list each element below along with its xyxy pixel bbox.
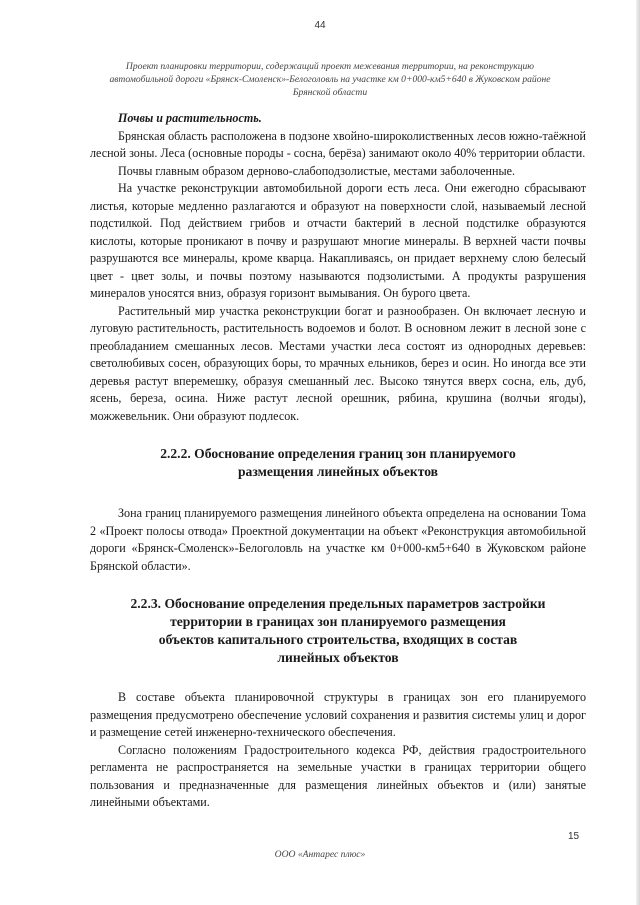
paragraph: Согласно положениям Градостроительного кодекса РФ, действия градостроительного регламента не распространяется на земельные участки в границах территории общего пользования и предназначенные для размещения линейных объектов и (или) занятые линейными объектами. — [90, 742, 586, 809]
paragraph: Брянская область расположена в подзоне хвойно-широколиственных лесов южно-таёжной лесной зоны. Леса (основные породы - сосна, берёза) занимают около 40% территории области. — [90, 128, 586, 160]
section-title-line: 2.2.3. Обоснование определения предельных параметров застройки — [130, 596, 546, 611]
page-body — [90, 110, 586, 812]
header-line: Проект планировки территории, содержащий проект межевания территории, на реконструкцию — [125, 61, 535, 72]
soils-heading: Почвы и растительность. — [118, 111, 262, 125]
paragraph: На участке реконструкции автомобильной дороги есть леса. Они ежегодно сбрасывают листья, которые медленно разлагаются и образуют на поверхности слой, называемый лесной подстилкой. Под действием грибов и отчасти бактерий в лесной подстилке образуются кислоты, которые проникают в почву и разрушают многие минералы. В верхней части почвы разрушаются все минералы, кроме кварца. Накапливаясь, он придает верхнему слою белесый цвет - цвет золы, и почвы поэтому называются подзолистыми. А продукты разрушения минералов уносятся вниз, образуя горизонт вымывания. Он бурого цвета. — [90, 181, 586, 300]
section-222-title — [90, 445, 586, 481]
scan-edge-shadow — [636, 0, 640, 905]
page-number: 15 — [568, 831, 580, 842]
section-223-title — [100, 595, 576, 667]
paragraph: Зона границ планируемого размещения линейного объекта определена на основании Тома 2 «Проект полосы отвода» Проектной документации на объект «Реконструкция автомобильной дороги «Брянск-Смоленск»-Белоголовль на участке км 0+000-км5+640 в Жуковском районе Брянской области». — [90, 506, 586, 573]
header-line: Брянской области — [292, 87, 368, 98]
paragraph: Почвы главным образом дерново-слабоподзолистые, местами заболоченные. — [118, 163, 515, 178]
section-title-line: размещения линейных объектов — [238, 464, 438, 479]
section-title-line: территории в границах зон планируемого размещения — [170, 614, 506, 629]
paragraph: Растительный мир участка реконструкции богат и разнообразен. Он включает лесную и луговую растительность, растительность водоемов и болот. В основном лежит в лесной зоне с преобладанием смешанных лесов. Местами участки леса состоят из однородных деревьев: светолюбивых сосен, образующих боры, то мрачных ельников, берез и осин. Но иногда все эти деревья растут вперемешку, образуя смешанный лес. Высоко тянутся вверх сосна, ель, дуб, ясень, береза, осина. Ниже растут лесной орешник, рябина, крушина (волчьи ягоды), можжевельник. Они образуют подлесок. — [90, 303, 586, 423]
section-title-line: линейных объектов — [277, 650, 399, 665]
section-title-line: 2.2.2. Обоснование определения границ зон планируемого — [160, 446, 516, 461]
top-page-number: 44 — [314, 20, 326, 31]
footer-company: ООО «Антарес плюс» — [274, 849, 366, 860]
header-line: автомобильной дороги «Брянск-Смоленск»-Белоголовль на участке км 0+000-км5+640 в Жуковском районе — [109, 74, 551, 85]
paragraph: В составе объекта планировочной структуры в границах зон его планируемого размещения предусмотрено обеспечение условий сохранения и развития системы улиц и дорог и размещение сетей инженерно-технического обеспечения. — [90, 690, 586, 739]
running-header — [80, 60, 580, 99]
section-title-line: объектов капитального строительства, входящих в состав — [158, 632, 518, 647]
